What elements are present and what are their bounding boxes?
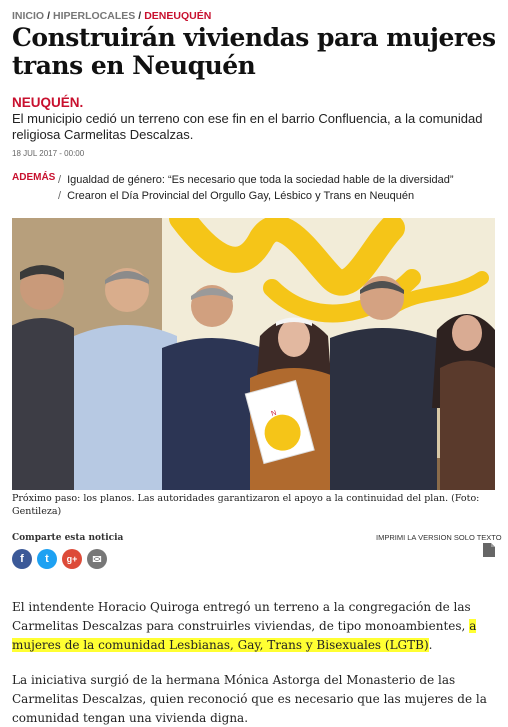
breadcrumb-separator: /	[138, 10, 142, 22]
pdf-icon[interactable]	[483, 543, 495, 557]
share-label: Comparte esta noticia	[12, 533, 124, 543]
highlighted-text: a mujeres de la comunidad Lesbianas, Gay, Trans y Bisexuales (LGTB)	[12, 619, 477, 652]
twitter-share-button[interactable]	[37, 549, 57, 569]
related-link[interactable]	[58, 172, 454, 188]
article-photo	[12, 218, 495, 490]
related-list	[58, 172, 454, 204]
facebook-share-button[interactable]	[12, 549, 32, 569]
article-headline: Construirán viviendas para mujeres trans en Neuquén	[12, 23, 496, 80]
breadcrumb-inicio[interactable]: INICIO	[12, 10, 45, 22]
article-timestamp: 18 JUL 2017 - 00:00	[12, 149, 85, 158]
related-label: ADEMÁS	[12, 172, 56, 183]
share-buttons	[12, 549, 107, 569]
related-slash: /	[58, 190, 62, 202]
related-link-text: Igualdad de género: “Es necesario que toda la sociedad hable de la diversidad”	[67, 174, 454, 186]
google-plus-icon: g+	[66, 554, 78, 564]
facebook-icon: f	[20, 553, 24, 565]
breadcrumb-deneuquen[interactable]: DENEUQUÉN	[144, 10, 212, 22]
related-link[interactable]	[58, 188, 454, 204]
article-lead: El municipio cedió un terreno con ese fin en el barrio Confluencia, a la comunidad religiosa Carmelitas Descalzas.	[12, 111, 483, 142]
folder-text: N	[270, 409, 278, 418]
body-text-segment: El intendente Horacio Quiroga entregó un terreno a la congregación de las Carmelitas Descalzas para construirles viviendas, de tipo monoambientes,	[12, 600, 471, 633]
breadcrumb	[12, 10, 211, 22]
print-text-version-link[interactable]: IMPRIMI LA VERSION SOLO TEXTO	[376, 533, 502, 542]
twitter-icon: t	[45, 553, 49, 565]
photo-caption: Próximo paso: los planos. Las autoridades garantizaron el apoyo a la continuidad del plan. (Foto: Gentileza)	[12, 493, 480, 517]
body-paragraph-2: La iniciativa surgió de la hermana Mónica Astorga del Monasterio de las Carmelitas Descalzas, quien reconoció que es necesario que las mujeres de la comunidad tengan una vivienda digna.	[12, 673, 487, 725]
email-share-button[interactable]	[87, 549, 107, 569]
google-plus-share-button[interactable]	[62, 549, 82, 569]
body-text-segment: .	[428, 638, 433, 652]
related-slash: /	[58, 174, 62, 186]
body-paragraph-1	[12, 598, 498, 655]
breadcrumb-separator: /	[47, 10, 51, 22]
email-icon: ✉	[92, 553, 102, 566]
breadcrumb-hiperlocales[interactable]: HIPERLOCALES	[53, 10, 136, 22]
related-link-text: Crearon el Día Provincial del Orgullo Gay, Lésbico y Trans en Neuquén	[67, 190, 415, 202]
article-dateline: NEUQUÉN.	[12, 95, 84, 110]
